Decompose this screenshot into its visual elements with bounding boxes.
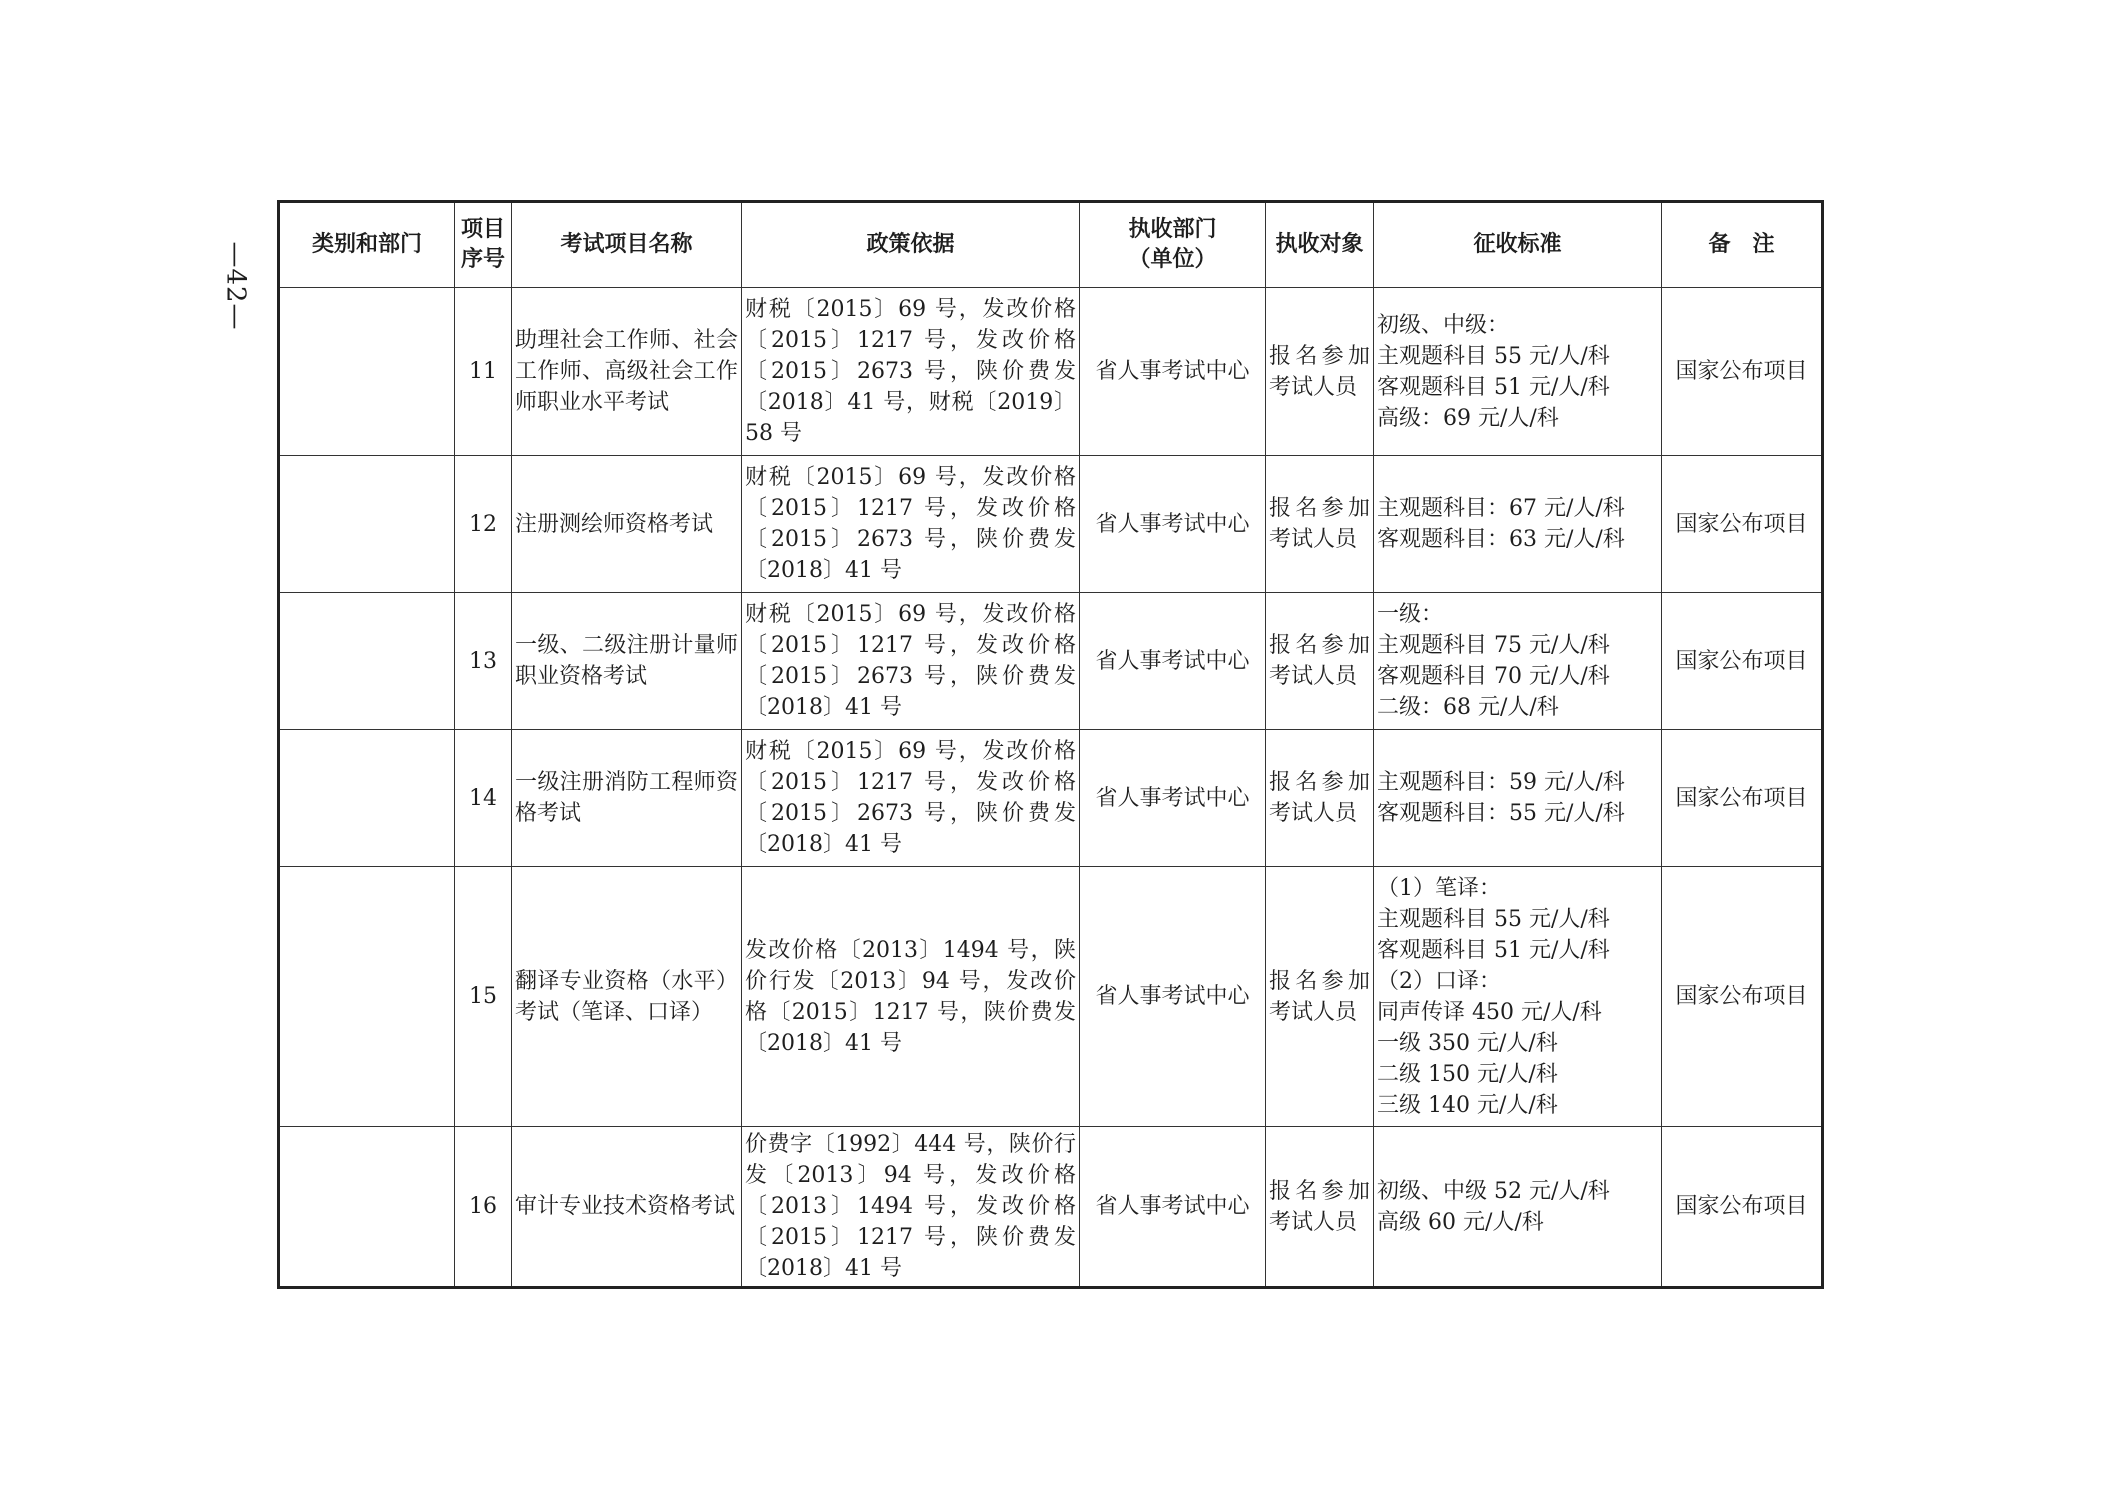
- cell-name: 一级、二级注册计量师职业资格考试: [512, 593, 742, 730]
- cell-target: 报名参加考试人员: [1266, 730, 1374, 867]
- cell-index: 13: [455, 593, 512, 730]
- header-category: 类别和部门: [279, 202, 455, 288]
- cell-target: 报名参加考试人员: [1266, 867, 1374, 1127]
- cell-name: 审计专业技术资格考试: [512, 1127, 742, 1288]
- cell-dept: 省人事考试中心: [1080, 867, 1266, 1127]
- cell-category: [279, 730, 455, 867]
- cell-index: 14: [455, 730, 512, 867]
- cell-index: 11: [455, 288, 512, 456]
- cell-note: 国家公布项目: [1662, 456, 1823, 593]
- cell-category: [279, 1127, 455, 1288]
- table-row: [279, 730, 1823, 867]
- table-row: [279, 867, 1823, 1127]
- cell-target: 报名参加考试人员: [1266, 593, 1374, 730]
- cell-name: 一级注册消防工程师资格考试: [512, 730, 742, 867]
- cell-standard: 初级、中级： 主观题科目 55 元/人/科 客观题科目 51 元/人/科 高级：69 元/人/科: [1374, 288, 1662, 456]
- header-basis: 政策依据: [742, 202, 1080, 288]
- table-row: [279, 456, 1823, 593]
- cell-dept: 省人事考试中心: [1080, 593, 1266, 730]
- header-target: 执收对象: [1266, 202, 1374, 288]
- header-note: 备 注: [1662, 202, 1823, 288]
- cell-index: 15: [455, 867, 512, 1127]
- header-dept: 执收部门 （单位）: [1080, 202, 1266, 288]
- fee-table: [277, 200, 1824, 1289]
- cell-basis: 财税〔2015〕69 号，发改价格〔2015〕1217 号，发改价格〔2015〕2673 号，陕价费发〔2018〕41 号: [742, 593, 1080, 730]
- cell-target: 报名参加考试人员: [1266, 1127, 1374, 1288]
- cell-basis: 财税〔2015〕69 号，发改价格〔2015〕1217 号，发改价格〔2015〕2673 号，陕价费发〔2018〕41 号，财税〔2019〕58 号: [742, 288, 1080, 456]
- cell-target: 报名参加考试人员: [1266, 456, 1374, 593]
- header-row: [279, 202, 1823, 288]
- cell-note: 国家公布项目: [1662, 288, 1823, 456]
- cell-standard: 初级、中级 52 元/人/科 高级 60 元/人/科: [1374, 1127, 1662, 1288]
- cell-index: 12: [455, 456, 512, 593]
- table-row: [279, 1127, 1823, 1288]
- header-index: 项目 序号: [455, 202, 512, 288]
- cell-name: 翻译专业资格（水平）考试（笔译、口译）: [512, 867, 742, 1127]
- cell-dept: 省人事考试中心: [1080, 288, 1266, 456]
- cell-category: [279, 288, 455, 456]
- cell-note: 国家公布项目: [1662, 730, 1823, 867]
- cell-category: [279, 593, 455, 730]
- cell-standard: 一级： 主观题科目 75 元/人/科 客观题科目 70 元/人/科 二级：68 元/人/科: [1374, 593, 1662, 730]
- cell-dept: 省人事考试中心: [1080, 456, 1266, 593]
- cell-dept: 省人事考试中心: [1080, 1127, 1266, 1288]
- cell-standard: （1）笔译： 主观题科目 55 元/人/科 客观题科目 51 元/人/科 （2）口译： 同声传译 450 元/人/科 一级 350 元/人/科 二级 150 元/人/科 三级 140 元/人/科: [1374, 867, 1662, 1127]
- cell-category: [279, 867, 455, 1127]
- header-standard: 征收标准: [1374, 202, 1662, 288]
- cell-dept: 省人事考试中心: [1080, 730, 1266, 867]
- cell-name: 助理社会工作师、社会工作师、高级社会工作师职业水平考试: [512, 288, 742, 456]
- cell-standard: 主观题科目：59 元/人/科 客观题科目：55 元/人/科: [1374, 730, 1662, 867]
- cell-basis: 发改价格〔2013〕1494 号，陕价行发〔2013〕94 号，发改价格〔2015〕1217 号，陕价费发〔2018〕41 号: [742, 867, 1080, 1127]
- cell-index: 16: [455, 1127, 512, 1288]
- cell-note: 国家公布项目: [1662, 867, 1823, 1127]
- cell-note: 国家公布项目: [1662, 1127, 1823, 1288]
- table-row: [279, 288, 1823, 456]
- cell-note: 国家公布项目: [1662, 593, 1823, 730]
- cell-standard: 主观题科目：67 元/人/科 客观题科目：63 元/人/科: [1374, 456, 1662, 593]
- table-row: [279, 593, 1823, 730]
- page-number: —42—: [221, 241, 251, 331]
- cell-basis: 价费字〔1992〕444 号，陕价行发〔2013〕94 号，发改价格〔2013〕1494 号，发改价格〔2015〕1217 号，陕价费发〔2018〕41 号: [742, 1127, 1080, 1288]
- cell-basis: 财税〔2015〕69 号，发改价格〔2015〕1217 号，发改价格〔2015〕2673 号，陕价费发〔2018〕41 号: [742, 456, 1080, 593]
- cell-target: 报名参加考试人员: [1266, 288, 1374, 456]
- header-name: 考试项目名称: [512, 202, 742, 288]
- cell-category: [279, 456, 455, 593]
- cell-name: 注册测绘师资格考试: [512, 456, 742, 593]
- cell-basis: 财税〔2015〕69 号，发改价格〔2015〕1217 号，发改价格〔2015〕2673 号，陕价费发〔2018〕41 号: [742, 730, 1080, 867]
